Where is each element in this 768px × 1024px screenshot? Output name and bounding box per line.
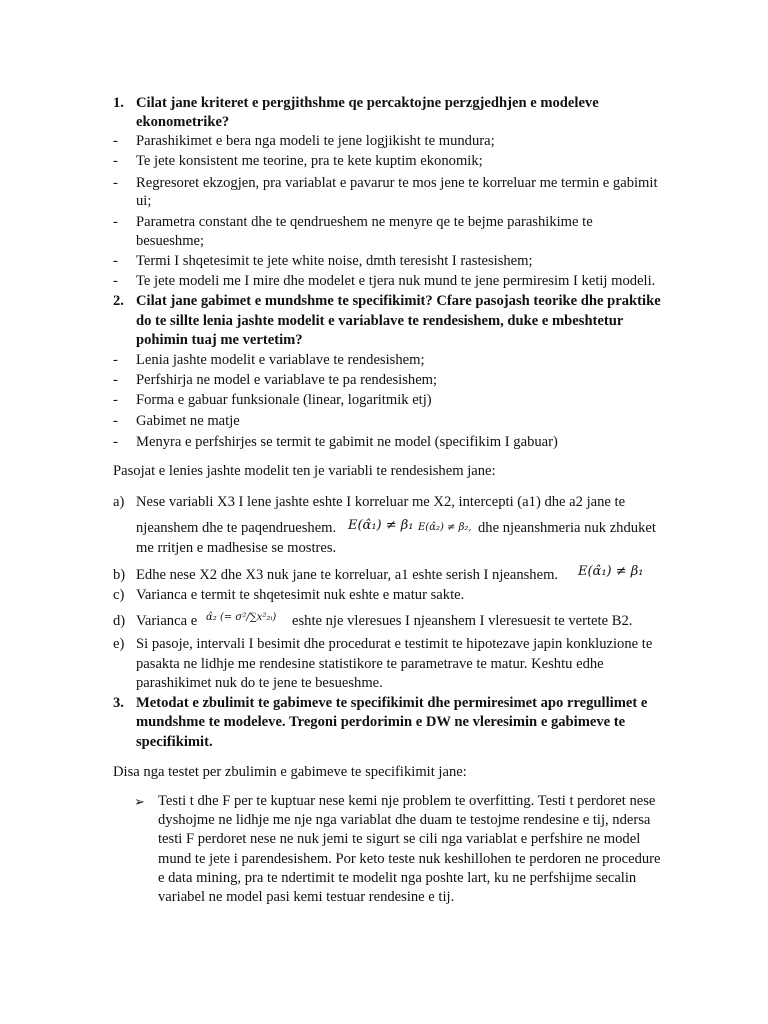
bullet-dash: - [113,413,118,429]
arrow-bullet-icon: ➢ [134,794,145,809]
bullet-dash: - [113,253,118,269]
paragraph-line: e data mining, pra te ndertimit te modelit nga poshte lart, ku ne perfshijme secalin [158,870,637,886]
bullet-dash: - [113,153,118,169]
bullet-dash: - [113,392,118,408]
expectation-formula-a2: E(α̂₂) ≠ β₂, [418,522,472,533]
item-a-line-1: Nese variabli X3 I lene jashte eshte I korreluar me X2, intercepti (a1) dhe a2 jane te [136,494,626,510]
list-item: Parashikimet e bera nga modeli te jene logjikisht te mundura; [136,133,495,149]
bullet-dash: - [113,372,118,388]
question-2-title-line-2: do te sillte lenia jashte modelit e variablave te rendesishem, duke e mbeshtetur [136,313,624,329]
item-e-line-1: Si pasoje, intervali I besimit dhe procedurat e testimit te hipotezave japin konkluzione te [136,636,653,652]
question-3-title-line-3: specifikimit. [136,734,213,750]
paragraph-line: testi F perdoret nese ne nuk jemi te sigurt se cili nga variablat e perfshire ne model [158,831,641,847]
consequences-intro: Pasojat e lenies jashte modelit ten je variabli te rendesishem jane: [113,463,496,479]
item-label-a: a) [113,494,125,510]
item-b-text: Edhe nese X2 dhe X3 nuk jane te korreluar, a1 eshte serish I njeanshem. [136,567,559,583]
item-e-line-2: pasakta ne lidhje me rendesine statistikore te parametrave te matur. Keshtu edhe [136,656,604,672]
question-1-title-line-1: Cilat jane kriteret e pergjithshme qe percaktojne perzgjedhjen e modeleve [136,95,599,111]
bullet-dash: - [113,214,118,230]
list-item: Parametra constant dhe te qendrueshem ne menyre qe te bejme parashikime te [136,214,593,230]
item-d-text: Varianca e [136,613,198,629]
paragraph-line: Testi t dhe F per te kuptuar nese kemi nje problem te overfitting. Testi t perdoret nese [158,793,656,809]
list-item: Te jete konsistent me teorine, pra te kete kuptim ekonomik; [136,153,483,169]
item-a-line-2-tail: dhe njeanshmeria nuk zhduket [478,520,656,536]
question-2-number: 2. [113,293,124,309]
paragraph-line: variabel ne model pasi kemi testuar rendesine e tij. [158,889,455,905]
list-item: Lenia jashte modelit e variablave te rendesishem; [136,352,425,368]
tests-intro: Disa nga testet per zbulimin e gabimeve te specifikimit jane: [113,764,467,780]
list-item: Termi I shqetesimit te jete white noise, dmth teresisht I rastesishem; [136,253,533,269]
question-3-number: 3. [113,695,124,711]
list-item: Forma e gabuar funksionale (linear, logaritmik etj) [136,392,432,408]
item-label-c: c) [113,587,125,603]
list-item-continuation: ui; [136,193,152,209]
question-2-title-line-3: pohimin tuaj me vertetim? [136,332,303,348]
question-3-title-line-1: Metodat e zbulimit te gabimeve te specifikimit dhe permiresimet apo rregullimet e [136,695,648,711]
expectation-formula-b: E(α̂₁) ≠ β₁ [578,564,644,579]
item-a-line-2-text: njeanshem dhe te paqendrueshem. [136,520,337,536]
question-1-title-line-2: ekonometrike? [136,114,230,130]
item-label-d: d) [113,613,126,629]
expectation-formula-a1: E(α̂₁) ≠ β₁ [348,518,414,533]
question-2-title-line-1: Cilat jane gabimet e mundshme te specifikimit? Cfare pasojash teorike dhe praktike [136,293,661,309]
bullet-dash: - [113,133,118,149]
item-e-line-3: parashikimet nuk do te jene te besueshme. [136,675,383,691]
item-label-b: b) [113,567,126,583]
item-c-text: Varianca e termit te shqetesimit nuk eshte e matur sakte. [136,587,465,603]
item-a-line-3: me rritjen e madhesise se mostres. [136,540,337,556]
list-item: Gabimet ne matje [136,413,240,429]
list-item: Te jete modeli me I mire dhe modelet e tjera nuk mund te jene permiresim I ketij modeli. [136,273,656,289]
list-item: Regresoret ekzogjen, pra variablat e pavarur te mos jene te korreluar me termin e gabimit [136,175,658,191]
variance-formula: α̂₂ (= σ²/∑x²₂ᵢ) [206,612,277,623]
list-item: Perfshirja ne model e variablave te pa rendesishem; [136,372,438,388]
question-3-title-line-2: mundshme te modeleve. Tregoni perdorimin e DW ne vleresimin e gabimeve te [136,714,626,730]
bullet-dash: - [113,352,118,368]
paragraph-line: mund te jete i parendesishem. Por keto teste nuk keshillohen te perdoren ne procedure [158,851,661,867]
bullet-dash: - [113,434,118,450]
list-item-continuation: besueshme; [136,233,205,249]
question-1-number: 1. [113,95,124,111]
paragraph-line: dyshojme ne lidhje me nje nga variablat dhe duam te testojme rendesine e tij, ndersa [158,812,651,828]
bullet-dash: - [113,273,118,289]
list-item: Menyra e perfshirjes se termit te gabimit ne model (specifikim I gabuar) [136,434,558,450]
item-d-tail: eshte nje vleresues I njeanshem I vleresuesit te vertete B2. [292,613,633,629]
item-label-e: e) [113,636,125,652]
bullet-dash: - [113,175,118,191]
